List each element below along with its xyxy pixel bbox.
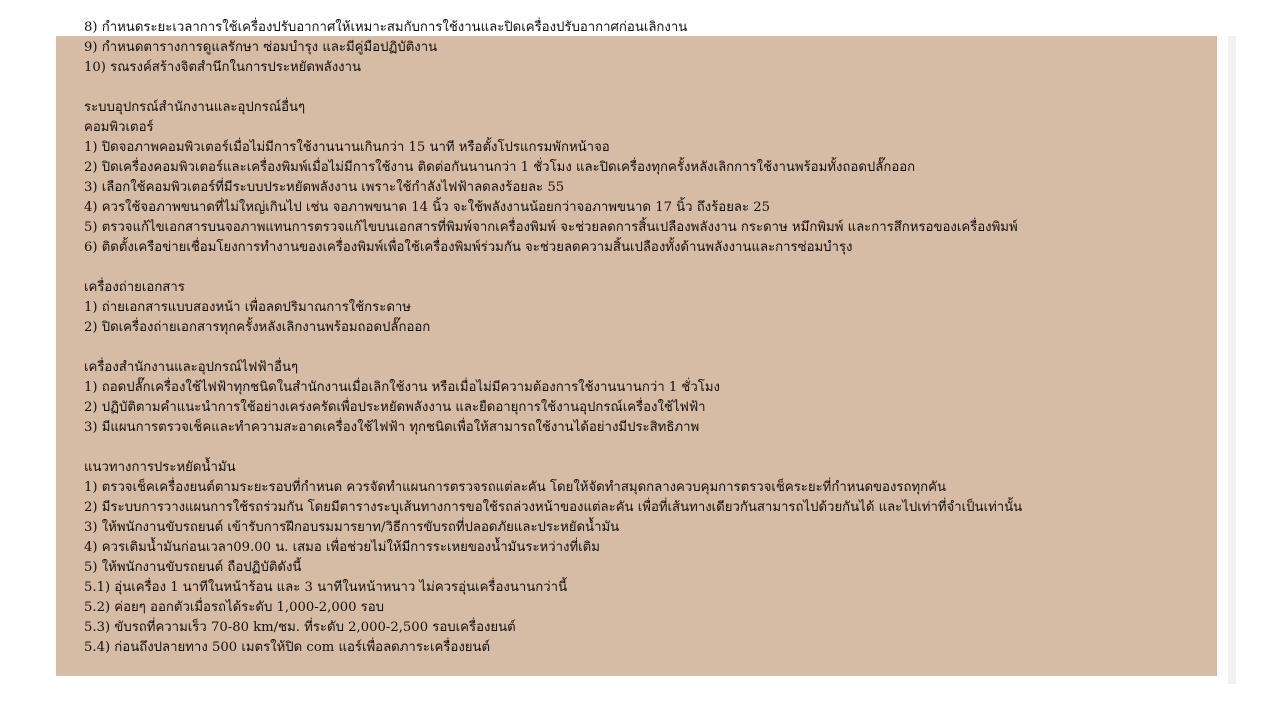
text-line: 8) กำหนดระยะเวลาการใช้เครื่องปรับอากาศให้เหมาะสมกับการใช้งานและปิดเครื่องปรับอากาศก่อนเลิกงาน — [84, 20, 688, 35]
text-line: 3) ให้พนักงานขับรถยนต์ เข้ารับการฝึกอบรมมารยาท/วิธีการขับรถที่ปลอดภัยและประหยัดน้ำมัน — [84, 520, 620, 535]
text-line: 6) ติดตั้งเครือข่ายเชื่อมโยงการทำงานของเครื่องพิมพ์เพื่อใช้เครื่องพิมพ์ร่วมกัน จะช่วยลดความสิ้นเปลืองทั้งด้านพลังงานและการซ่อมบำรุง — [84, 240, 853, 255]
subsection-heading: เครื่องถ่ายเอกสาร — [84, 280, 185, 295]
text-line: 4) ควรเติมน้ำมันก่อนเวลา09.00 น. เสมอ เพื่อช่วยไม่ให้มีการระเหยของน้ำมันระหว่างที่เติม — [84, 540, 600, 555]
blank-line — [84, 338, 1209, 358]
section-heading: ระบบอุปกรณ์สำนักงานและอุปกรณ์อื่นๆ — [84, 100, 306, 115]
text-line: 5) ตรวจแก้ไขเอกสารบนจอภาพแทนการตรวจแก้ไขบนเอกสารที่พิมพ์จากเครื่องพิมพ์ จะช่วยลดการสิ้นเปลืองพลังงาน กระดาษ หมึกพิมพ์ และการสึกหรอของเครื่องพิมพ์ — [84, 220, 1018, 235]
blank-line — [84, 258, 1209, 278]
blank-line — [84, 78, 1209, 98]
text-line: 5.2) ค่อยๆ ออกตัวเมื่อรถได้ระดับ 1,000-2,000 รอบ — [84, 600, 385, 615]
text-line: 1) ถอดปลั๊กเครื่องใช้ไฟฟ้าทุกชนิดในสำนักงานเมื่อเลิกใช้งาน หรือเมื่อไม่มีความต้องการใช้งานนานกว่า 1 ชั่วโมง — [84, 380, 720, 395]
text-line: 3) เลือกใช้คอมพิวเตอร์ที่มีระบบประหยัดพลังงาน เพราะใช้กำลังไฟฟ้าลดลงร้อยละ 55 — [84, 180, 565, 195]
document-text — [84, 18, 1209, 658]
text-line: 2) มีระบบการวางแผนการใช้รถร่วมกัน โดยมีตารางระบุเส้นทางการขอใช้รถล่วงหน้าของแต่ละคัน เพื่อที่เส้นทางเดียวกันสามารถไปด้วยกันได้ และไปเท่าที่จำเป็นเท่านั้น — [84, 500, 1023, 515]
text-line: 4) ควรใช้จอภาพขนาดที่ไม่ใหญ่เกินไป เช่น จอภาพขนาด 14 นิ้ว จะใช้พลังงานน้อยกว่าจอภาพขนาด 17 นิ้ว ถึงร้อยละ 25 — [84, 200, 771, 215]
text-line: 1) ถ่ายเอกสารแบบสองหน้า เพื่อลดปริมาณการใช้กระดาษ — [84, 300, 411, 315]
text-line: 2) ปิดเครื่องคอมพิวเตอร์และเครื่องพิมพ์เมื่อไม่มีการใช้งาน ติดต่อกันนานกว่า 1 ชั่วโมง และปิดเครื่องทุกครั้งหลังเลิกการใช้งานพร้อมทั้งถอดปลั๊กออก — [84, 160, 916, 175]
text-line: 5.4) ก่อนถึงปลายทาง 500 เมตรให้ปิด com แอร์เพื่อลดภาระเครื่องยนต์ — [84, 640, 491, 655]
text-line: 5.3) ขับรถที่ความเร็ว 70-80 km/ชม. ที่ระดับ 2,000-2,500 รอบเครื่องยนต์ — [84, 620, 516, 635]
text-line: 3) มีแผนการตรวจเช็คและทำความสะอาดเครื่องใช้ไฟฟ้า ทุกชนิดเพื่อให้สามารถใช้งานได้อย่างมีประสิทธิภาพ — [84, 420, 700, 435]
subsection-heading: คอมพิวเตอร์ — [84, 120, 154, 135]
text-line: 5) ให้พนักงานขับรถยนต์ ถือปฏิบัติดังนี้ — [84, 560, 302, 575]
scrollbar-track[interactable] — [1228, 36, 1236, 684]
text-line: 5.1) อุ่นเครื่อง 1 นาทีในหน้าร้อน และ 3 นาทีในหน้าหนาว ไม่ควรอุ่นเครื่องนานกว่านี้ — [84, 580, 568, 595]
blank-line — [84, 438, 1209, 458]
text-line: 2) ปฏิบัติตามคำแนะนำการใช้อย่างเคร่งครัดเพื่อประหยัดพลังงาน และยืดอายุการใช้งานอุปกรณ์เครื่องใช้ไฟฟ้า — [84, 400, 706, 415]
text-line: 1) ปิดจอภาพคอมพิวเตอร์เมื่อไม่มีการใช้งานนานเกินกว่า 15 นาที หรือตั้งโปรแกรมพักหน้าจอ — [84, 140, 610, 155]
section-heading: แนวทางการประหยัดน้ำมัน — [84, 460, 236, 475]
content-panel — [56, 20, 1217, 676]
text-line: 1) ตรวจเช็คเครื่องยนต์ตามระยะรอบที่กำหนด ควรจัดทำแผนการตรวจรถแต่ละคัน โดยให้จัดทำสมุดกลางควบคุมการตรวจเช็คระยะที่กำหนดของรถทุกคัน — [84, 480, 946, 495]
text-line: 10) รณรงค์สร้างจิตสำนึกในการประหยัดพลังงาน — [84, 60, 362, 75]
text-line: 9) กำหนดตารางการดูแลรักษา ซ่อมบำรุง และมีคู่มือปฏิบัติงาน — [84, 40, 438, 55]
text-line: 2) ปิดเครื่องถ่ายเอกสารทุกครั้งหลังเลิกงานพร้อมถอดปลั๊กออก — [84, 320, 431, 335]
subsection-heading: เครื่องสำนักงานและอุปกรณ์ไฟฟ้าอื่นๆ — [84, 360, 299, 375]
